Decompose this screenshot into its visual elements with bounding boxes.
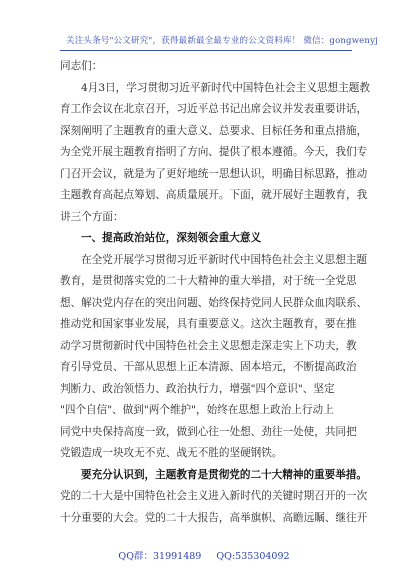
paragraph-line: 育工作会议在北京召开，习近平总书记出席会议并发表重要讲话， [60, 103, 368, 115]
bold-statement: 要充分认识到，主题教育是贯彻党的二十大精神的重要举措。 [81, 468, 368, 481]
paragraph-line: 4月3日，学习贯彻习近平新时代中国特色社会主义思想主题教 [81, 81, 370, 94]
document-body [60, 56, 370, 529]
paragraph-line: 在全党开展学习贯彻习近平新时代中国特色社会主义思想主题 [81, 253, 368, 266]
paragraph-line: 为全党开展主题教育指明了方向、提供了根本遵循。今天，我们专 [60, 146, 368, 158]
paragraph-line: 推动党和国家事业发展，具有重要意义。这次主题教育，要在推 [60, 318, 357, 330]
footer-qq-group: QQ群：31991489 [118, 551, 202, 562]
paragraph-line: 讲三个方面： [60, 210, 124, 223]
paragraph-line: 深刻阐明了主题教育的重大意义、总要求、目标任务和重点措施， [60, 124, 368, 137]
footer-qq: QQ:535304092 [216, 551, 290, 562]
paragraph-line: "四个自信"、做到"两个维护"，始终在思想上政治上行动上 [60, 404, 334, 416]
header-banner-text: 关注头条号"公文研究"，获得最新最全最专业的公文资料库！ 微信：gongwenyj [66, 36, 378, 46]
paragraph-line: 党锻造成一块攻无不克、战无不胜的坚硬钢铁。 [60, 447, 283, 459]
paragraph-line: 动学习贯彻新时代中国特色社会主义思想走深走实上下功夫，教 [60, 339, 357, 352]
paragraph-line: 门召开会议，就是为了更好地统一思想认识，明确目标思路，推动 [60, 167, 368, 180]
paragraph-line: 十分重要的大会。党的二十大报告，高举旗帜、高瞻远瞩、继往开 [60, 511, 368, 524]
paragraph-line: 同党中央保持高度一致，做到心往一处想、劲往一处使，共同把 [60, 425, 357, 438]
paragraph-line: 主题教育高起点筹划、高质量展开。下面，就开展好主题教育，我 [60, 189, 368, 201]
section-heading: 一、提高政治站位，深刻领会重大意义 [81, 232, 262, 244]
paragraph-line: 育引导党员、干部从思想上正本清源、固本培元，不断提高政治 [60, 361, 357, 373]
salutation: 同志们： [60, 60, 103, 72]
paragraph-line: 教育，是贯彻落实党的二十大精神的重大举措，对于统一全党思 [60, 275, 357, 287]
paragraph-line: 党的二十大是中国特色社会主义进入新时代的关键时期召开的一次 [60, 490, 368, 502]
paragraph-line: 判断力、政治领悟力、政治执行力，增强"四个意识"、坚定 [60, 382, 335, 395]
footer [0, 548, 408, 562]
paragraph-line: 想、解决党内存在的突出问题、始终保持党同人民群众血肉联系、 [60, 296, 368, 309]
